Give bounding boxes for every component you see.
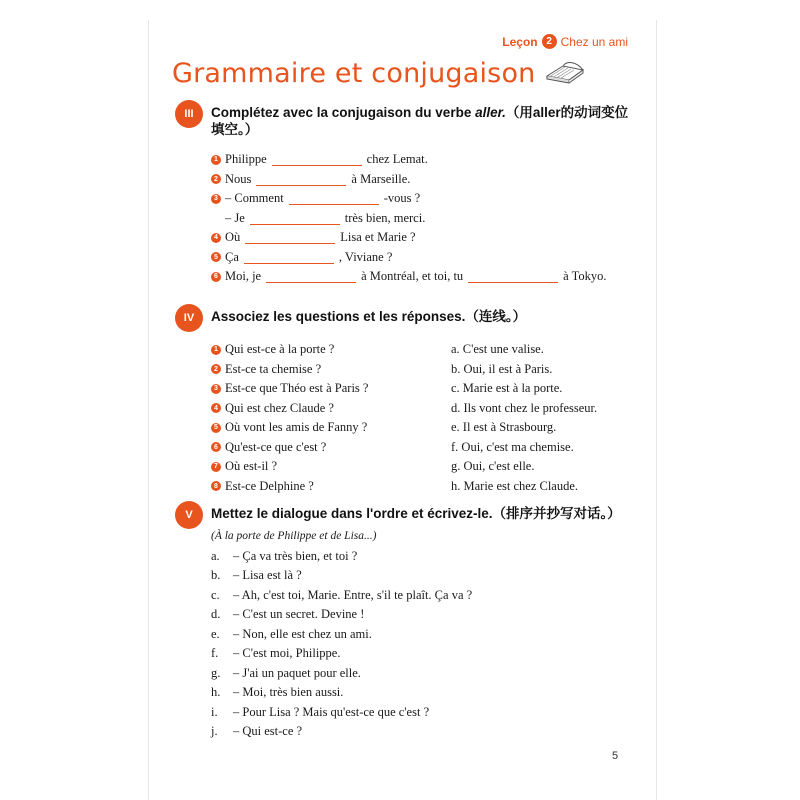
exercise-4: [175, 308, 635, 496]
question-text: Qui est chez Claude ?: [225, 400, 334, 415]
item-number: 6: [211, 442, 221, 452]
question-text: Où vont les amis de Fanny ?: [225, 420, 368, 434]
match-row: [211, 457, 635, 477]
dialogue-line: f. – C'est moi, Philippe.: [211, 646, 341, 660]
item-number: 2: [211, 364, 221, 374]
question-text: Qui est-ce à la porte ?: [225, 342, 335, 356]
item-number: 7: [211, 462, 221, 472]
question-text: Qu'est-ce que c'est ?: [225, 439, 327, 454]
match-row: [211, 379, 635, 399]
question-text: Est-ce ta chemise ?: [225, 361, 322, 376]
item-number: 1: [211, 155, 221, 165]
lesson-header: [502, 34, 628, 49]
item-number: 5: [211, 423, 221, 433]
scene-direction: (À la porte de Philippe et de Lisa...): [211, 530, 377, 542]
answer-text: f. Oui, c'est ma chemise.: [451, 439, 574, 454]
item-number: 1: [211, 345, 221, 355]
item-number: 3: [211, 194, 221, 204]
exercise-badge: III: [175, 100, 203, 128]
answer-text: h. Marie est chez Claude.: [451, 478, 579, 493]
question-text: Est-ce Delphine ?: [225, 478, 314, 493]
exercise-item: 2 Nous à Marseille.: [211, 170, 635, 190]
answer-blank[interactable]: [289, 192, 379, 205]
answer-text: d. Ils vont chez le professeur.: [451, 400, 598, 415]
item-number: 3: [211, 384, 221, 394]
answer-blank[interactable]: [266, 270, 356, 283]
match-row: [211, 477, 635, 497]
item-number: 4: [211, 403, 221, 413]
answer-blank[interactable]: [244, 251, 334, 264]
question-text: Est-ce que Théo est à Paris ?: [225, 381, 369, 395]
dialogue-line: i. – Pour Lisa ? Mais qu'est-ce que c'est ?: [211, 704, 430, 719]
lesson-subtitle: Chez un ami: [560, 34, 628, 49]
answer-blank[interactable]: [250, 212, 340, 225]
open-book-icon: [543, 58, 587, 89]
item-number: 2: [211, 174, 221, 184]
answer-text: a. C'est une valise.: [451, 342, 544, 356]
match-row: [211, 340, 635, 360]
dialogue-line: b. – Lisa est là ?: [211, 568, 302, 582]
item-number: 6: [211, 272, 221, 282]
dialogue-line: j. – Qui est-ce ?: [211, 724, 303, 738]
exercise-instruction: Complétez avec la conjugaison du verbe aller.（用aller的动词变位填空。）: [211, 105, 629, 137]
lesson-number: 2: [542, 34, 557, 49]
answer-blank[interactable]: [272, 153, 362, 166]
exercise-5: [175, 505, 635, 529]
answer-blank[interactable]: [245, 231, 335, 244]
exercise-item: 4 Où Lisa et Marie ?: [211, 228, 635, 248]
answer-blank[interactable]: [468, 270, 558, 283]
dialogue-line: c. – Ah, c'est toi, Marie. Entre, s'il te plaît. Ça va ?: [211, 587, 473, 602]
match-row: [211, 418, 635, 438]
dialogue: [211, 527, 631, 742]
match-row: [211, 360, 635, 380]
exercise-item: 5 Ça , Viviane ?: [211, 248, 635, 268]
answer-text: c. Marie est à la porte.: [451, 381, 563, 395]
page-title: Grammaire et conjugaison: [172, 58, 536, 89]
dialogue-line: e. – Non, elle est chez un ami.: [211, 626, 372, 641]
dialogue-line: h. – Moi, très bien aussi.: [211, 685, 344, 699]
page-number: 5: [612, 750, 619, 762]
lesson-label: Leçon: [502, 34, 538, 49]
answer-blank[interactable]: [256, 173, 346, 186]
item-number: 5: [211, 252, 221, 262]
item-number: 8: [211, 481, 221, 491]
answer-text: g. Oui, c'est elle.: [451, 459, 535, 473]
exercise-instruction: Mettez le dialogue dans l'ordre et écrivez-le.（排序并抄写对话。）: [211, 506, 621, 521]
item-number: 4: [211, 233, 221, 243]
dialogue-line: g. – J'ai un paquet pour elle.: [211, 665, 361, 680]
title-block: [172, 58, 587, 89]
match-row: [211, 399, 635, 419]
exercise-3: [175, 104, 635, 287]
dialogue-line: a. – Ça va très bien, et toi ?: [211, 548, 358, 563]
match-row: [211, 438, 635, 458]
exercise-badge: IV: [175, 304, 203, 332]
answer-text: e. Il est à Strasbourg.: [451, 420, 557, 434]
exercise-item: – Je très bien, merci.: [225, 210, 426, 225]
question-text: Où est-il ?: [225, 459, 278, 473]
answer-text: b. Oui, il est à Paris.: [451, 361, 553, 376]
dialogue-line: d. – C'est un secret. Devine !: [211, 607, 365, 621]
exercise-item: 3 – Comment -vous ?: [211, 189, 635, 209]
exercise-badge: V: [175, 501, 203, 529]
exercise-item: 6 Moi, je à Montréal, et toi, tu à Tokyo.: [211, 267, 635, 287]
exercise-item: 1 Philippe chez Lemat.: [211, 150, 635, 170]
exercise-instruction: Associez les questions et les réponses.（连线。）: [211, 309, 527, 324]
